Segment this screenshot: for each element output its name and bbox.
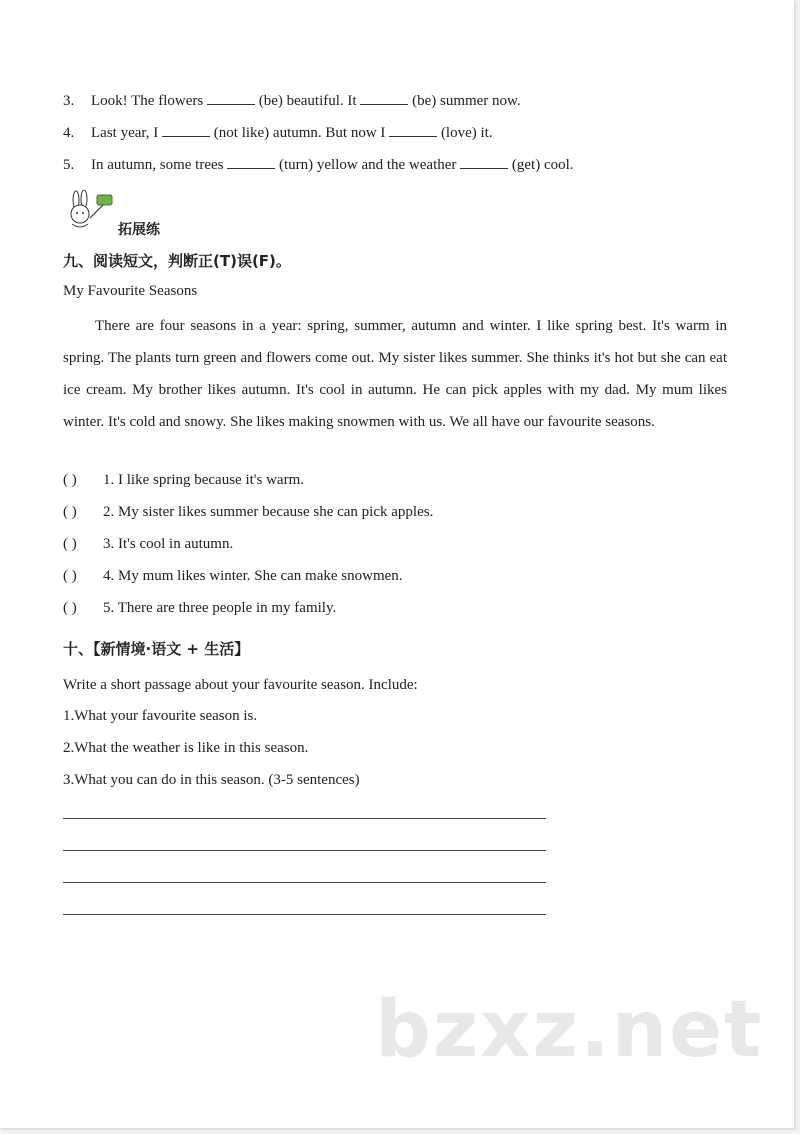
answer-paren[interactable]: ( )	[63, 568, 77, 584]
tf-question-2: ( ) 2. My sister likes summer because she can pick apples.	[63, 504, 434, 520]
answer-blank[interactable]	[162, 122, 210, 137]
reading-passage: There are four seasons in a year: spring, summer, autumn and winter. I like spring best. It's warm in spring. The plants turn green and flowers come out. My sister likes summer. She thinks it's hot but she can eat ice cream. My brother likes autumn. It's cool in autumn. He can pick apples with my dad. My mum likes winter. It's cold and snowy. She likes making snowmen with us. We all have our favourite seasons.	[63, 318, 727, 430]
fill-in-item-4: 4. Last year, I (not like) autumn. But now I (love) it.	[63, 122, 493, 143]
tf-question-5: ( ) 5. There are three people in my family.	[63, 600, 337, 616]
answer-paren[interactable]: ( )	[63, 472, 77, 488]
site-watermark: bzxz.net	[375, 985, 764, 1075]
answer-blank[interactable]	[207, 90, 255, 105]
answer-paren[interactable]: ( )	[63, 536, 77, 552]
answer-blank[interactable]	[389, 122, 437, 137]
section-9-heading: 九、阅读短文，判断正(T)误(F)。	[63, 252, 291, 270]
tf-question-1: ( ) 1. I like spring because it's warm.	[63, 472, 304, 488]
answer-blank[interactable]	[360, 90, 408, 105]
answer-blank[interactable]	[227, 154, 275, 169]
writing-point-2: 2.What the weather is like in this season.	[63, 740, 309, 756]
writing-point-3: 3.What you can do in this season. (3-5 sentences)	[63, 772, 360, 788]
answer-blank[interactable]	[460, 154, 508, 169]
tf-question-3: ( ) 3. It's cool in autumn.	[63, 536, 234, 552]
writing-point-1: 1.What your favourite season is.	[63, 708, 258, 724]
tf-question-4: ( ) 4. My mum likes winter. She can make snowmen.	[63, 568, 403, 584]
writing-line-4[interactable]	[63, 914, 546, 915]
fill-in-item-5: 5. In autumn, some trees (turn) yellow and the weather (get) cool.	[63, 154, 574, 175]
extension-practice-label: 拓展练	[118, 222, 160, 238]
rabbit-mascot-icon	[64, 190, 114, 230]
answer-paren[interactable]: ( )	[63, 504, 77, 520]
passage-title: My Favourite Seasons	[63, 283, 198, 299]
writing-line-2[interactable]	[63, 850, 546, 851]
fill-in-item-3: 3. Look! The flowers (be) beautiful. It (be) summer now.	[63, 90, 521, 111]
writing-instruction: Write a short passage about your favourite season. Include:	[63, 677, 418, 693]
writing-line-3[interactable]	[63, 882, 546, 883]
writing-line-1[interactable]	[63, 818, 546, 819]
section-10-heading: 十、【新情境·语文 + 生活】	[63, 640, 250, 658]
answer-paren[interactable]: ( )	[63, 600, 77, 616]
